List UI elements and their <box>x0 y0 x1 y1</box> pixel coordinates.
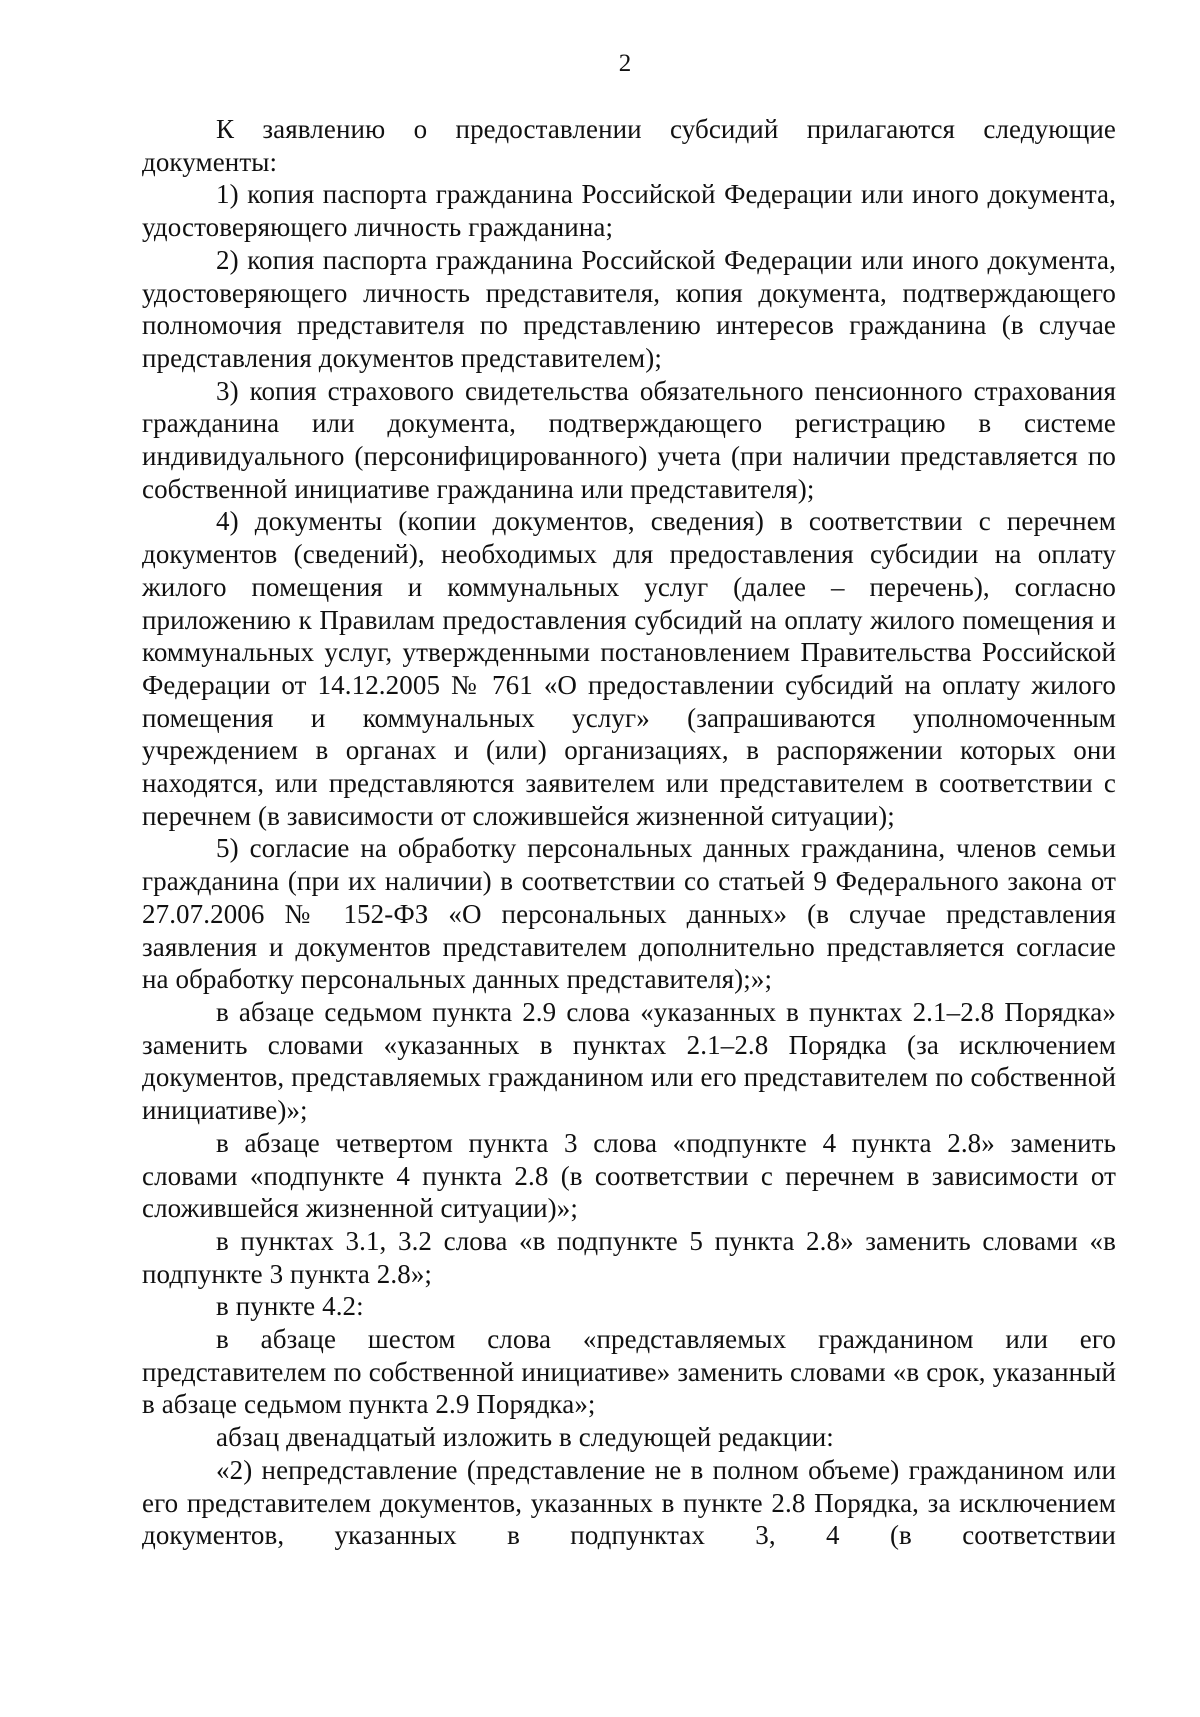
page-number: 2 <box>618 50 632 77</box>
document-body <box>142 113 1116 1552</box>
paragraph-item-1: 1) копия паспорта гражданина Российской Федерации или иного документа, удостоверяющего личность гражданина; <box>142 179 1116 243</box>
paragraph-item-3: 3) копия страхового свидетельства обязательного пенсионного страхования гражданина или документа, подтверждающего регистрацию в системе индивидуального (персонифицированного) учета (при наличии представляется по собственной инициативе гражданина или представителя); <box>142 375 1116 504</box>
paragraph-intro: К заявлению о предоставлении субсидий прилагаются следующие документы: <box>142 114 1116 177</box>
paragraph-new-text: «2) непредставление (представление не в полном объеме) гражданином или его представителем документов, указанных в пункте 2.8 Порядка, за исключением документов, указанных в подпунктах 3, 4 (в соответствии <box>142 1454 1116 1551</box>
paragraph-point-4-2: в пункте 4.2: <box>216 1291 364 1322</box>
paragraph-item-5: 5) согласие на обработку персональных данных гражданина, членов семьи гражданина (при их наличии) в соответствии со статьей 9 Федерального закона от 27.07.2006 № 152-ФЗ «О персональных данных» (в случае представления заявления и документов представителем дополнительно представляется согласие на обработку персональных данных представителя);»; <box>142 833 1116 995</box>
paragraph-item-4: 4) документы (копии документов, сведения) в соответствии с перечнем документов (сведений), необходимых для предоставления субсидии на оплату жилого помещения и коммунальных услуг (далее – перечень), согласно приложению к Правилам предоставления субсидий на оплату жилого помещения и коммунальных услуг, утвержденными постановлением Правительства Российской Федерации от 14.12.2005 № 761 «О предоставлении субсидий на оплату жилого помещения и коммунальных услуг» (запрашиваются уполномоченным учреждением в органах и (или) организациях, в распоряжении которых они находятся, или представляются заявителем или представителем в соответствии с перечнем (в зависимости от сложившейся жизненной ситуации); <box>142 506 1116 831</box>
paragraph-amendment-2-9: в абзаце седьмом пункта 2.9 слова «указанных в пунктах 2.1–2.8 Порядка» заменить словами «указанных в пунктах 2.1–2.8 Порядка (за исключением документов, представляемых гражданином или его представителем по собственной инициативе)»; <box>142 996 1116 1126</box>
paragraph-amendment-3-1-3-2: в пунктах 3.1, 3.2 слова «в подпункте 5 пункта 2.8» заменить словами «в подпункте 3 пункта 2.8»; <box>142 1225 1116 1289</box>
paragraph-amendment-4-2-sixth: в абзаце шестом слова «представляемых гражданином или его представителем по собственной инициативе» заменить словами «в срок, указанный в абзаце седьмом пункта 2.9 Порядка»; <box>142 1324 1116 1420</box>
paragraph-amendment-3: в абзаце четвертом пункта 3 слова «подпункте 4 пункта 2.8» заменить словами «подпункте 4 пункта 2.8 (в соответствии с перечнем в зависимости от сложившейся жизненной ситуации)»; <box>142 1127 1116 1224</box>
paragraph-item-2: 2) копия паспорта гражданина Российской Федерации или иного документа, удостоверяющего личность представителя, копия документа, подтверждающего полномочия представителя по представлению интересов гражданина (в случае представления документов представителем); <box>142 244 1116 373</box>
paragraph-amendment-4-2-twelfth: абзац двенадцатый изложить в следующей редакции: <box>216 1422 834 1453</box>
